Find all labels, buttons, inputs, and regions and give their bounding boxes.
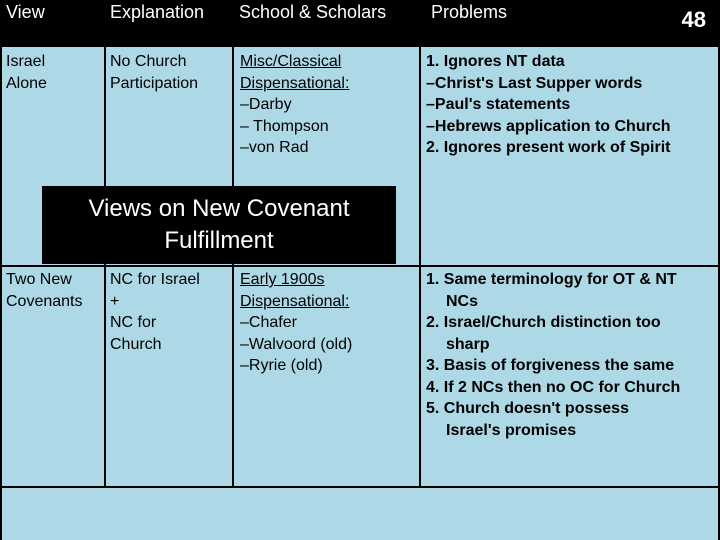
row2-problem-item: 5. Church doesn't possess: [426, 400, 629, 417]
grid-line-row-bottom: [0, 486, 720, 488]
grid-line-row-divider: [0, 265, 720, 267]
row2-problem-item: 4. If 2 NCs then no OC for Church: [426, 378, 681, 396]
row1-explanation: [110, 51, 198, 94]
row2-explanation-line: NC for: [110, 314, 157, 331]
row2-view: [6, 269, 83, 312]
row2-explanation-line: NC for Israel: [110, 271, 200, 288]
row1-scholar: –von Rad: [240, 139, 309, 156]
row2-school: [240, 269, 352, 377]
row2-problems: [426, 269, 680, 441]
row1-school-heading: Dispensational:: [240, 74, 350, 92]
row1-problem-item: –Christ's Last Supper words: [426, 74, 643, 92]
row2-scholar: –Chafer: [240, 314, 297, 331]
overlay-title-box: [42, 186, 396, 264]
row1-problem-item: 2. Ignores present work of Spirit: [426, 139, 671, 156]
grid-line-col2: [232, 47, 234, 487]
header-explanation: Explanation: [110, 2, 205, 22]
row1-problem-item: 1. Ignores NT data: [426, 53, 565, 70]
row2-view-line: Covenants: [6, 292, 83, 310]
grid-line-col1: [104, 47, 106, 487]
row2-scholar: –Walvoord (old): [240, 335, 353, 353]
row1-view: [6, 51, 47, 94]
overlay-title-line: Views on New Covenant: [88, 195, 350, 222]
row1-explanation-line: No Church: [110, 53, 187, 70]
table-header: [0, 0, 720, 47]
header-view: View: [6, 2, 45, 22]
row1-scholar: –Darby: [240, 96, 292, 113]
slide-number: 48: [681, 7, 706, 32]
row2-problem-item: sharp: [446, 335, 490, 353]
row2-view-line: Two New: [6, 271, 72, 288]
row2-problem-item: 1. Same terminology for OT & NT: [426, 271, 677, 288]
row2-school-heading: Early 1900s: [240, 271, 325, 288]
row2-school-heading: Dispensational:: [240, 292, 350, 310]
row1-problems: [426, 51, 671, 159]
row1-problem-item: –Hebrews application to Church: [426, 117, 671, 135]
row1-school-heading: Misc/Classical: [240, 53, 342, 70]
header-problems: Problems: [431, 2, 508, 22]
row1-explanation-line: Participation: [110, 74, 199, 92]
overlay-title-line: Fulfillment: [164, 227, 274, 254]
header-school-scholars: School & Scholars: [239, 2, 387, 22]
row2-explanation: [110, 269, 200, 355]
grid-line-col3: [419, 47, 421, 487]
row2-problem-item: Israel's promises: [446, 421, 577, 439]
row1-view-line: Israel: [6, 53, 46, 70]
row2-problem-item: NCs: [446, 292, 479, 310]
row2-explanation-line: +: [110, 292, 120, 310]
row2-problem-item: 3. Basis of forgiveness the same: [426, 357, 675, 374]
grid-line-left: [0, 47, 2, 540]
row2-scholar: –Ryrie (old): [240, 357, 323, 374]
row1-view-line: Alone: [6, 74, 47, 92]
row2-problem-item: 2. Israel/Church distinction too: [426, 314, 661, 331]
row1-problem-item: –Paul's statements: [426, 96, 571, 113]
row1-scholar: – Thompson: [240, 117, 329, 135]
row2-explanation-line: Church: [110, 335, 162, 353]
row1-school: [240, 51, 349, 159]
